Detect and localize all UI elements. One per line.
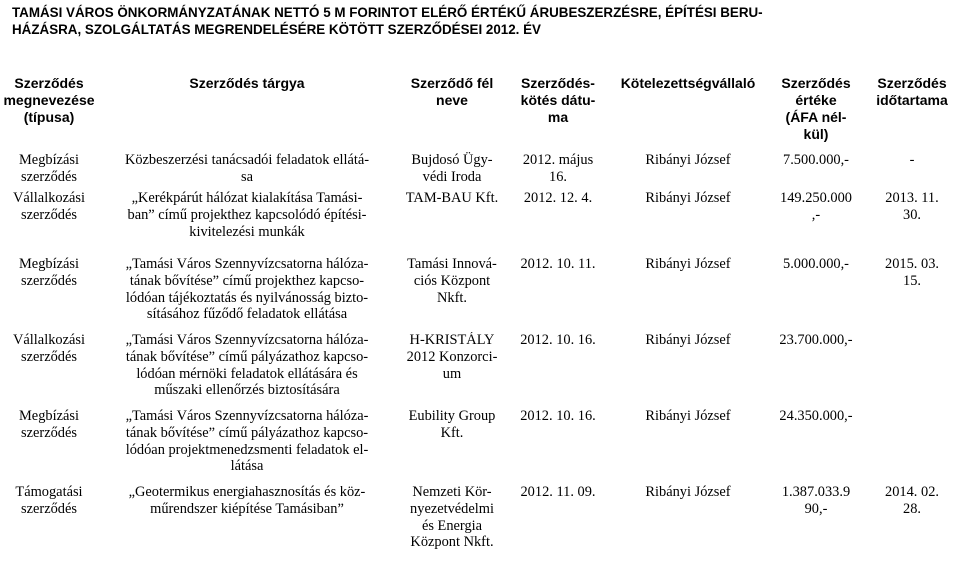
cell-line: Ribányi József: [645, 190, 731, 206]
contract-obligor: [608, 152, 768, 190]
cell-line: 2012. 10. 16.: [520, 332, 596, 348]
contract-obligor: [608, 190, 768, 256]
header-line: kötés dátu-: [520, 92, 596, 108]
contract-party: [396, 484, 508, 561]
cell-line: 2012. 12. 4.: [523, 190, 593, 206]
contract-date: [508, 190, 608, 256]
contracts-table-area: [0, 68, 960, 549]
table-row: [0, 408, 960, 484]
table-row: [0, 332, 960, 408]
header-obligor: [608, 68, 768, 152]
cell-line: védi Iroda: [422, 168, 482, 185]
table-header-row: [0, 68, 960, 152]
cell-line: szerződés: [21, 272, 77, 289]
cell-line: szerződés: [21, 168, 77, 185]
header-line: megnevezése: [3, 92, 95, 108]
cell-line: műszaki ellenőrzés biztosítására: [154, 382, 340, 399]
cell-line: műrendszer kiépítése Tamásiban”: [150, 500, 344, 517]
header-line: neve: [436, 92, 468, 108]
cell-line: Vállalkozási: [13, 332, 85, 348]
contract-type: [0, 408, 98, 484]
contract-value: [768, 152, 864, 190]
header-line: Szerződés: [781, 75, 851, 91]
contract-subject: [98, 190, 396, 256]
cell-line: ban” című projekthez kapcsolódó építési-: [127, 206, 367, 223]
cell-line: szerződés: [21, 424, 77, 441]
header-duration: [864, 68, 960, 152]
cell-line: Ribányi József: [645, 256, 731, 272]
contract-subject: [98, 152, 396, 190]
header-line: kül): [803, 126, 829, 142]
contracts-table: [0, 68, 960, 561]
header-type: [0, 68, 98, 152]
table-body: [0, 152, 960, 561]
cell-line: 1.387.033.9: [781, 484, 851, 500]
contract-obligor: [608, 408, 768, 484]
cell-line: Megbízási: [19, 256, 79, 272]
cell-line: sításához fűződő feladatok ellátása: [146, 306, 348, 323]
contract-value: [768, 408, 864, 484]
cell-line: ciós Központ: [413, 272, 491, 289]
header-line: értéke: [795, 92, 837, 108]
cell-line: 30.: [903, 206, 921, 223]
contract-party: [396, 256, 508, 332]
contract-type: [0, 332, 98, 408]
cell-line: tának bővítése” című pályázathoz kapcso-: [125, 348, 369, 365]
cell-line: Ribányi József: [645, 408, 731, 424]
contract-duration: [864, 190, 960, 256]
cell-line: Ribányi József: [645, 484, 731, 500]
cell-line: 24.350.000,-: [779, 408, 853, 424]
header-subject: [98, 68, 396, 152]
contract-duration: [864, 332, 960, 408]
cell-line: lódóan tájékoztatás és nyilvánosság bizto-: [125, 289, 369, 306]
contract-party: [396, 408, 508, 484]
cell-line: H-KRISTÁLY: [409, 332, 495, 348]
cell-line: „Kerékpárút hálózat kialakítása Tamási-: [131, 190, 363, 206]
cell-line: 23.700.000,-: [779, 332, 853, 348]
contract-type: [0, 152, 98, 190]
title-line-1: TAMÁSI VÁROS ÖNKORMÁNYZATÁNAK NETTÓ 5 M FORINTOT ELÉRŐ ÉRTÉKŰ ÁRUBESZERZÉSRE, ÉPÍTÉSI BERU-: [12, 5, 763, 20]
header-line: Szerződés-: [521, 75, 595, 91]
cell-line: Központ Nkft.: [410, 534, 494, 551]
table-row: [0, 190, 960, 256]
header-line: Szerződés tárgya: [189, 75, 305, 91]
table-row: [0, 152, 960, 190]
contract-date: [508, 408, 608, 484]
cell-line: szerződés: [21, 206, 77, 223]
contract-date: [508, 256, 608, 332]
contract-subject: [98, 256, 396, 332]
cell-line: nyezetvédelmi: [410, 500, 494, 517]
contract-value: [768, 190, 864, 256]
cell-line: „Tamási Város Szennyvízcsatorna hálóza-: [125, 256, 369, 272]
cell-line: Nemzeti Kör-: [412, 484, 492, 500]
contract-type: [0, 190, 98, 256]
contract-date: [508, 152, 608, 190]
cell-line: „Geotermikus energiahasznosítás és köz-: [128, 484, 366, 500]
cell-line: TAM-BAU Kft.: [405, 190, 499, 206]
cell-line: kivitelezési munkák: [189, 223, 305, 240]
contract-obligor: [608, 256, 768, 332]
contract-party: [396, 332, 508, 408]
cell-line: Nkft.: [437, 289, 467, 306]
cell-line: 2012. 10. 16.: [520, 408, 596, 424]
cell-line: 15.: [903, 272, 921, 289]
cell-line: 2012. 11. 09.: [520, 484, 596, 500]
cell-line: szerződés: [21, 500, 77, 517]
cell-line: szerződés: [21, 348, 77, 365]
contract-obligor: [608, 484, 768, 561]
cell-line: Bujdosó Ügy-: [411, 152, 493, 168]
table-row: [0, 484, 960, 561]
header-line: időtartama: [876, 92, 948, 108]
cell-line: Ribányi József: [645, 332, 731, 348]
cell-line: Közbeszerzési tanácsadói feladatok ellátá-: [124, 152, 370, 168]
cell-line: ,-: [811, 206, 821, 223]
cell-line: 2012. május: [522, 152, 594, 168]
contract-type: [0, 256, 98, 332]
contract-date: [508, 332, 608, 408]
cell-line: lódóan mérnöki feladatok ellátására és: [136, 365, 358, 382]
title-line-2: HÁZÁSRA, SZOLGÁLTATÁS MEGRENDELÉSÉRE KÖTÖTT SZERZŐDÉSEI 2012. ÉV: [12, 22, 541, 37]
contract-value: [768, 256, 864, 332]
contract-value: [768, 484, 864, 561]
cell-line: Kft.: [440, 424, 464, 441]
header-line: Szerződés: [14, 75, 84, 91]
header-line: ma: [547, 109, 569, 125]
cell-line: 149.250.000: [780, 190, 852, 206]
document-title: [0, 0, 960, 40]
cell-line: Eubility Group: [408, 408, 496, 424]
cell-line: Tamási Innová-: [407, 256, 497, 272]
cell-line: „Tamási Város Szennyvízcsatorna hálóza-: [125, 332, 369, 348]
header-line: Szerződő fél: [410, 75, 494, 91]
header-line: (ÁFA nél-: [785, 109, 847, 125]
cell-line: sa: [241, 168, 253, 185]
header-line: Kötelezettségvállaló: [620, 75, 756, 91]
cell-line: 90,-: [804, 500, 828, 517]
contract-duration: [864, 256, 960, 332]
contract-subject: [98, 408, 396, 484]
table-row: [0, 256, 960, 332]
cell-line: és Energia: [421, 517, 483, 534]
contract-subject: [98, 484, 396, 561]
cell-line: 2014. 02.: [885, 484, 939, 500]
header-party: [396, 68, 508, 152]
cell-line: 2012. 10. 11.: [520, 256, 596, 272]
contract-party: [396, 190, 508, 256]
cell-line: Vállalkozási: [13, 190, 85, 206]
contract-duration: [864, 408, 960, 484]
cell-line: 16.: [549, 168, 567, 185]
header-value: [768, 68, 864, 152]
cell-line: 2015. 03.: [885, 256, 939, 272]
cell-line: „Tamási Város Szennyvízcsatorna hálóza-: [125, 408, 369, 424]
header-line: (típusa): [23, 109, 75, 125]
cell-line: tának bővítése” című projekthez kapcso-: [129, 272, 365, 289]
cell-line: 2012 Konzorci-: [406, 348, 498, 365]
cell-line: látása: [230, 458, 264, 475]
contract-subject: [98, 332, 396, 408]
cell-line: 2013. 11.: [885, 190, 939, 206]
contract-obligor: [608, 332, 768, 408]
cell-line: -: [909, 152, 915, 168]
cell-line: um: [442, 365, 462, 382]
cell-line: tának bővítése” című pályázathoz kapcso-: [125, 424, 369, 441]
contract-date: [508, 484, 608, 561]
cell-line: Megbízási: [19, 152, 79, 168]
cell-line: 28.: [903, 500, 921, 517]
cell-line: Támogatási: [15, 484, 83, 500]
contract-value: [768, 332, 864, 408]
contract-duration: [864, 152, 960, 190]
cell-line: Megbízási: [19, 408, 79, 424]
cell-line: lódóan projektmenedzsmenti feladatok el-: [125, 441, 369, 458]
cell-line: 5.000.000,-: [783, 256, 849, 272]
contract-party: [396, 152, 508, 190]
cell-line: Ribányi József: [645, 152, 731, 168]
contract-duration: [864, 484, 960, 561]
cell-line: 7.500.000,-: [783, 152, 849, 168]
header-line: Szerződés: [877, 75, 947, 91]
contract-type: [0, 484, 98, 561]
header-date: [508, 68, 608, 152]
